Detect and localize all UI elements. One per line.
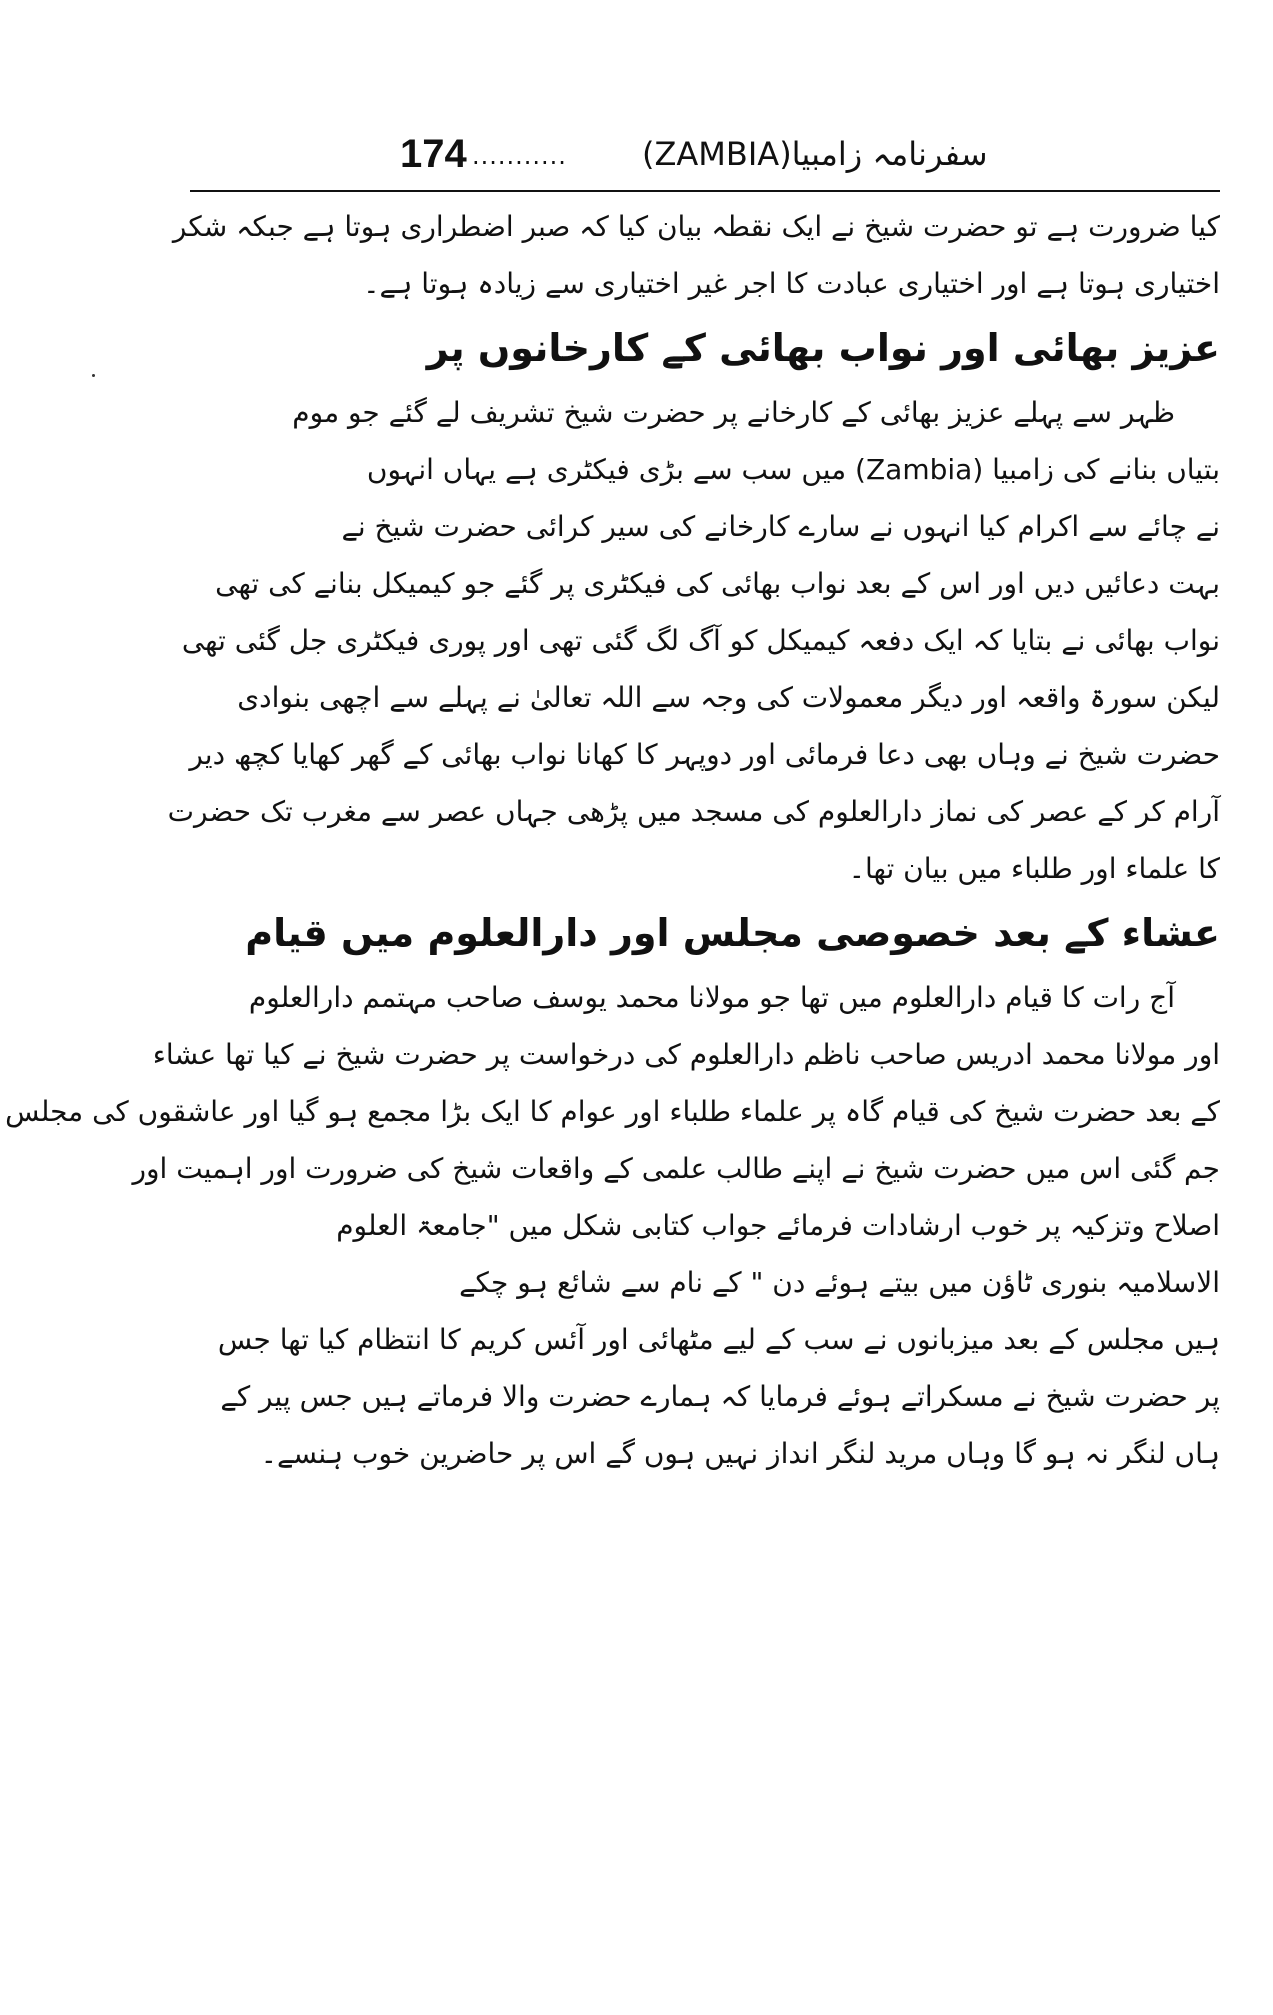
text-line: اور مولانا محمد ادریس صاحب ناظم دارالعلوم کی درخواست پر حضرت شیخ نے کیا تھا عشاء: [152, 1038, 1220, 1071]
text-line: جم گئی اس میں حضرت شیخ نے اپنے طالب علمی کے واقعات شیخ کی ضرورت اور اہمیت اور: [132, 1152, 1220, 1185]
paragraph-1: [172, 198, 1220, 312]
text-line: بتیاں بنانے کی زامبیا (Zambia) میں سب سے بڑی فیکٹری ہے یہاں انہوں: [366, 453, 1220, 486]
text-line: نواب بھائی نے بتایا کہ ایک دفعہ کیمیکل کو آگ لگ گئی تھی اور پوری فیکٹری جل گئی تھی: [181, 624, 1220, 657]
text-line: الاسلامیہ بنوری ٹاؤن میں بیتے ہوئے دن " کے نام سے شائع ہو چکے: [459, 1266, 1220, 1299]
header-dot-leader: ...........: [472, 142, 567, 170]
text-line: ہاں لنگر نہ ہو گا وہاں مرید لنگر انداز نہیں ہوں گے اس پر حاضرین خوب ہنسے۔: [260, 1437, 1220, 1470]
book-title: سفرنامہ زامبیا(ZAMBIA): [642, 135, 988, 173]
text-line: کیا ضرورت ہے تو حضرت شیخ نے ایک نقطہ بیان کیا کہ صبر اضطراری ہوتا ہے جبکہ شکر: [172, 210, 1220, 243]
text-line: کے بعد حضرت شیخ کی قیام گاہ پر علماء طلباء اور عوام کا ایک بڑا مجمع ہو گیا اور عاشقوں کی مجلس: [5, 1095, 1220, 1128]
page-body: [5, 198, 1220, 1482]
section-heading-2: عشاء کے بعد خصوصی مجلس اور دارالعلوم میں قیام: [245, 911, 1220, 955]
text-line: کا علماء اور طلباء میں بیان تھا۔: [848, 852, 1220, 885]
paragraph-2: [167, 384, 1220, 897]
text-line: حضرت شیخ نے وہاں بھی دعا فرمائی اور دوپہر کا کھانا نواب بھائی کے گھر کھایا کچھ دیر: [189, 738, 1220, 771]
text-line: ہیں مجلس کے بعد میزبانوں نے سب کے لیے مٹھائی اور آئس کریم کا انتظام کیا تھا جس: [217, 1323, 1220, 1356]
text-line: نے چائے سے اکرام کیا انہوں نے سارے کارخانے کی سیر کرائی حضرت شیخ نے: [341, 510, 1220, 543]
text-line: آج رات کا قیام دارالعلوم میں تھا جو مولانا محمد یوسف صاحب مہتمم دارالعلوم: [248, 981, 1175, 1014]
text-line: اصلاح وتزکیہ پر خوب ارشادات فرمائے جواب کتابی شکل میں "جامعۃ العلوم: [336, 1209, 1220, 1242]
scan-speck: [92, 374, 95, 377]
text-line: ظہر سے پہلے عزیز بھائی کے کارخانے پر حضرت شیخ تشریف لے گئے جو موم: [292, 396, 1175, 429]
text-line: بہت دعائیں دیں اور اس کے بعد نواب بھائی کی فیکٹری پر گئے جو کیمیکل بنانے کی تھی: [215, 567, 1220, 600]
text-line: پر حضرت شیخ نے مسکراتے ہوئے فرمایا کہ ہمارے حضرت والا فرماتے ہیں جس پیر کے: [220, 1380, 1220, 1413]
page-number: 174: [400, 132, 467, 176]
text-line: اختیاری ہوتا ہے اور اختیاری عبادت کا اجر غیر اختیاری سے زیادہ ہوتا ہے۔: [363, 267, 1220, 300]
text-line: آرام کر کے عصر کی نماز دارالعلوم کی مسجد میں پڑھی جہاں عصر سے مغرب تک حضرت: [167, 795, 1220, 828]
paragraph-3: [5, 969, 1220, 1482]
text-line: لیکن سورۃ واقعہ اور دیگر معمولات کی وجہ سے اللہ تعالیٰ نے پہلے سے اچھی بنوادی: [237, 681, 1220, 714]
section-heading-1: عزیز بھائی اور نواب بھائی کے کارخانوں پر: [426, 326, 1220, 370]
header-divider: [190, 190, 1220, 192]
page-header: [190, 128, 1230, 180]
